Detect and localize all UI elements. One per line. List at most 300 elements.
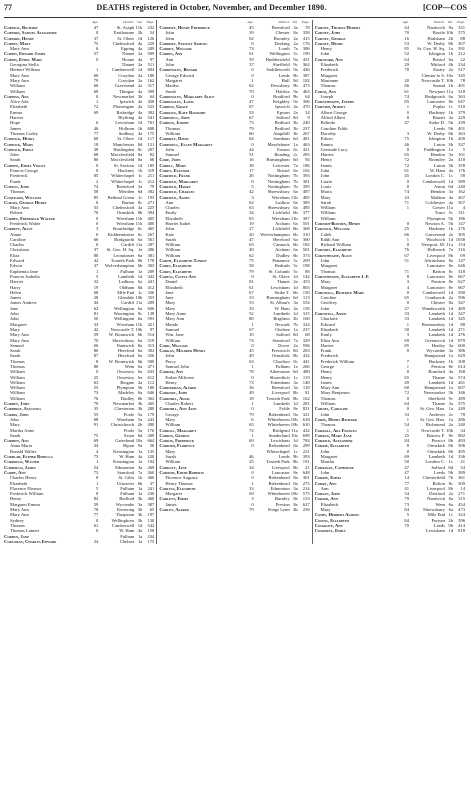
entry-district: Edmonton — [270, 485, 290, 491]
entry-district: Liverpool — [271, 390, 290, 396]
entry-page: 317 — [147, 83, 155, 89]
entry-volume: 6a — [293, 168, 298, 174]
entry-age: 28 — [93, 295, 99, 301]
entry-volume: 11b — [290, 194, 298, 200]
entry-age: 77 — [93, 512, 99, 518]
entry-age: 68 — [93, 289, 99, 295]
entry-district: Hampstead — [424, 385, 445, 391]
entry-age: 0 — [96, 528, 99, 534]
entry-page: 142 — [302, 273, 310, 279]
entry-district: Nantwich — [427, 25, 445, 30]
entry-district: Stourbridge — [112, 226, 135, 232]
entry-volume: 6d — [137, 432, 143, 438]
entry-district: Luton — [434, 141, 445, 147]
entry-district: Lambeth — [428, 316, 445, 322]
entry-volume: 6b — [137, 358, 143, 364]
entry-age: 87 — [93, 353, 99, 359]
entry-district: Thrapston — [115, 512, 135, 518]
entry-page: 315 — [302, 311, 310, 317]
entry-age: 0 — [406, 395, 409, 401]
entry-volume: 10b — [446, 427, 453, 433]
entry-age: 36 — [249, 385, 254, 391]
entry-page: 9 — [307, 115, 310, 121]
entry-age: 5 — [96, 485, 99, 491]
entry-volume: 1d — [448, 379, 453, 385]
entry-page: 460 — [147, 475, 155, 481]
entry-age: 59 — [93, 501, 99, 507]
entry-district: Plympton — [427, 215, 445, 221]
entry-page: 604 — [147, 67, 155, 73]
entry-page: 79 — [149, 183, 155, 189]
entry-volume: 9c — [293, 62, 298, 68]
entry-name: Thomas Codey — [10, 130, 38, 136]
entry-volume: 4a — [137, 40, 143, 46]
entry-volume: 8a — [293, 411, 298, 417]
entry-age: 47 — [93, 25, 99, 30]
surname-range: [COP—COS — [423, 3, 467, 12]
entry-district: Ormskirk — [116, 210, 135, 216]
entry-name: Thomas — [320, 83, 336, 89]
entry-volume: 8a — [137, 342, 143, 348]
entry-page: 209 — [302, 258, 310, 264]
entry-volume: 4b — [293, 507, 298, 513]
entry-district: Hereford — [117, 348, 135, 354]
entry-age: 32 — [93, 279, 99, 285]
entry-page: 175 — [147, 130, 155, 136]
entry-page: 487 — [302, 189, 310, 195]
entry-name: Corkery, John — [159, 390, 188, 396]
entry-name: Maria — [320, 189, 332, 195]
entry-name: John — [10, 316, 19, 322]
entry-district: Oswestry — [116, 369, 135, 375]
entry-volume: 1d — [448, 316, 453, 322]
entry-name: Corley, Alfred — [159, 507, 189, 513]
entry-name: Belinda — [320, 120, 335, 126]
entry-district: Poole — [123, 411, 135, 417]
entry-name: Coppock, Emily — [4, 146, 34, 152]
entry-page: 34 — [305, 109, 310, 115]
entry-volume: 6b — [293, 226, 298, 232]
entry-name: Cornwell, Annie — [314, 311, 347, 317]
entry-district: Redruth — [274, 263, 290, 269]
entry-name: Sarah — [10, 348, 21, 354]
entry-district: Birmingham — [266, 157, 290, 163]
entry-volume: 1d — [137, 67, 143, 73]
entry-district: Sudbury — [118, 130, 135, 136]
entry-volume: 1c — [293, 448, 298, 454]
entry-district: Lewisham — [270, 284, 290, 290]
entry-page: 307 — [458, 40, 465, 46]
entry-page: 88 — [460, 321, 465, 327]
entry-age: 80 — [93, 364, 99, 369]
entry-name: Mary Benjamin — [320, 390, 350, 396]
entry-district: W. Ham — [119, 528, 135, 534]
entry-page: 265 — [147, 401, 155, 407]
entry-volume: 6a — [137, 252, 143, 258]
entry-volume: 1a — [448, 406, 453, 412]
entry-volume: 7b — [448, 475, 453, 481]
entry-volume: 9b — [293, 72, 298, 78]
entry-district: Newcastle T. — [421, 77, 445, 83]
entry-volume: 3b — [137, 406, 143, 412]
entry-volume: 1a — [137, 268, 143, 274]
entry-district: Sheffield — [428, 395, 445, 401]
entry-volume: 1d — [293, 438, 298, 444]
entry-volume: 1c — [448, 173, 453, 179]
entry-volume: 10a — [135, 438, 143, 444]
entry-name: Emily — [165, 210, 177, 216]
entry-age: 1 — [251, 480, 254, 486]
entry-district: Hampstead — [424, 353, 445, 359]
entry-district: Brentford — [116, 183, 135, 189]
entry-volume: 2b — [448, 35, 453, 41]
entry-name: Mary Ann — [10, 337, 29, 343]
entry-age: 38 — [93, 146, 99, 152]
entry-page: 289 — [458, 395, 465, 401]
entry-age: 80 — [93, 348, 99, 354]
entry-age: 61 — [404, 168, 409, 174]
entry-volume: 8e — [293, 501, 298, 507]
entry-age: 0 — [251, 67, 254, 73]
entry-volume: 11b — [135, 25, 143, 30]
entry-name: Cosby, Herbert Alfred — [314, 512, 359, 518]
entry-district: Toxteth Park — [266, 395, 290, 401]
entry-page: 368 — [302, 226, 310, 232]
entry-page: 267 — [458, 194, 465, 200]
entry-page: 185 — [147, 162, 155, 168]
entry-page: 234 — [458, 62, 465, 68]
entry-volume: 8c — [137, 146, 143, 152]
entry-district: Bridgend — [272, 427, 290, 433]
entry-volume: 6d — [293, 157, 298, 163]
register-entry — [159, 507, 309, 512]
entry-volume: 8a — [293, 443, 298, 449]
entry-name: John — [165, 353, 175, 359]
entry-district: Birkenhead — [268, 443, 290, 449]
entry-volume: 8a — [293, 475, 298, 481]
entry-volume: 6a — [448, 56, 453, 62]
entry-name: William — [320, 215, 336, 221]
entry-name: Corless, Elizabeth — [159, 485, 196, 491]
entry-page: 519 — [147, 337, 155, 343]
entry-district: Chelsea — [275, 326, 290, 332]
entry-name: Kate — [165, 231, 174, 237]
entry-page: 506 — [458, 443, 465, 449]
entry-page: 221 — [302, 448, 310, 454]
entry-district: Risbridge — [116, 109, 135, 115]
entry-district: Ampthill — [273, 130, 290, 136]
entry-name: George Edward — [165, 72, 195, 78]
entry-name: Coram, George Henry — [4, 199, 47, 205]
entry-name: Margaret — [165, 491, 183, 497]
entry-volume: 1c — [448, 104, 453, 110]
entry-name: Charles Henry — [10, 475, 37, 481]
entry-name: Corfield, Frank — [159, 173, 191, 179]
entry-name: Sarah — [10, 157, 21, 163]
entry-district: Newcastle T. — [110, 326, 135, 332]
entry-name: Coppins, Emma Violet — [4, 162, 46, 168]
entry-page: 113 — [302, 295, 310, 301]
entry-district: Gravesend — [114, 83, 135, 89]
entry-age: 64 — [249, 136, 254, 142]
entry-district: Toxteth Park — [266, 459, 290, 465]
entry-name: Margaret — [320, 454, 338, 460]
entry-district: W. Bromwich — [108, 358, 135, 364]
entry-volume: 4a — [137, 528, 143, 534]
entry-name: William — [165, 130, 181, 136]
entry-page: 220 — [147, 454, 155, 460]
entry-age: 0 — [251, 141, 254, 147]
entry-district: Lambeth — [428, 454, 445, 460]
entry-page: 501 — [302, 247, 310, 253]
entry-district: Bridgnorth — [424, 93, 445, 99]
entry-district: Barton — [121, 199, 135, 205]
entry-page: 331 — [458, 25, 465, 30]
entry-district: Toxteth Park — [110, 258, 135, 264]
entry-volume: 8b — [293, 395, 298, 401]
entry-district: Gravesend — [425, 231, 445, 237]
entry-name: Daniel — [165, 279, 178, 285]
entry-volume: 8a — [293, 480, 298, 486]
entry-volume: 8b — [448, 40, 453, 46]
entry-volume: 9a — [293, 88, 298, 94]
entry-name: Harriet — [10, 115, 24, 121]
entry-name: Charles Robert — [165, 401, 194, 407]
entry-volume: 1a — [137, 247, 143, 253]
entry-volume: 1a — [137, 533, 143, 539]
entry-page: 276 — [458, 226, 465, 232]
entry-district: Nottingham — [267, 173, 290, 179]
entry-age: 0 — [406, 178, 409, 184]
entry-district: Blything — [118, 115, 135, 121]
entry-page: 818 — [458, 528, 465, 534]
entry-volume: 2a — [137, 62, 143, 68]
entry-name: Cordwell, Ellen Margaret — [159, 141, 213, 147]
entry-page: 480 — [302, 369, 310, 375]
entry-page: 318 — [458, 88, 465, 94]
entry-age: 8 — [406, 443, 409, 449]
entry-name: Cornthwaite, Elizabeth J. F. — [314, 273, 370, 279]
entry-volume: 5b — [448, 120, 453, 126]
heading-district: District. — [278, 20, 290, 24]
entry-page: 243 — [147, 416, 155, 422]
entry-name: Mary Anne — [165, 311, 187, 317]
entry-volume: 1c — [137, 178, 143, 184]
entry-volume: 5b — [448, 215, 453, 221]
entry-volume: 3b — [137, 517, 143, 523]
entry-age: 52 — [249, 311, 254, 317]
entry-volume: 1d — [448, 311, 453, 317]
entry-district: Meriden — [118, 189, 135, 195]
entry-name: Coppock, Mary — [4, 141, 34, 147]
entry-volume: 7b — [293, 321, 298, 327]
entry-name: Coring, Cicely Ann — [159, 273, 197, 279]
entry-age: 0 — [251, 93, 254, 99]
entry-district: Stamford — [117, 469, 135, 475]
entry-page: 563 — [458, 93, 465, 99]
entry-page: 269 — [147, 464, 155, 470]
entry-name: Edwin — [320, 136, 333, 142]
entry-page: 362 — [302, 62, 310, 68]
entry-volume: 1d — [448, 321, 453, 327]
entry-district: Lancaster — [427, 284, 445, 290]
entry-page: 54 — [149, 30, 155, 36]
entry-name: Mary — [320, 279, 331, 285]
entry-volume: 4a — [137, 56, 143, 62]
entry-volume: 4a — [137, 46, 143, 52]
entry-page: 299 — [302, 443, 310, 449]
entry-age: 33 — [93, 321, 99, 327]
entry-page: 176 — [302, 40, 310, 46]
entry-district: Chester — [430, 300, 445, 306]
entry-page: 158 — [302, 305, 310, 311]
entry-district: Chelmsford — [112, 40, 135, 46]
entry-volume: 6a — [137, 316, 143, 322]
entry-name: Henry Thomas — [165, 480, 193, 486]
entry-page: 306 — [302, 99, 310, 105]
entry-age: 84 — [404, 507, 409, 513]
entry-name: Corkerman, Alfred — [159, 385, 197, 391]
entry-page: 347 — [458, 311, 465, 317]
entry-district: Shrewsbury — [267, 205, 290, 211]
entry-name: William — [165, 459, 181, 465]
entry-page: 197 — [147, 512, 155, 518]
entry-age: 71 — [404, 268, 409, 274]
entry-age: 44 — [249, 146, 254, 152]
entry-name: Corrie, Elizabeth — [314, 443, 349, 449]
entry-district: Marylebone — [267, 141, 290, 147]
entry-age: 25 — [404, 226, 409, 232]
entry-volume: 6a — [293, 247, 298, 253]
entry-district: Woolwich — [426, 236, 445, 242]
entry-page: 309 — [458, 480, 465, 486]
entry-age: 70 — [93, 401, 99, 407]
entry-page: 241 — [147, 485, 155, 491]
entry-page: 276 — [458, 332, 465, 338]
entry-name: Cornthwaite, Alice — [314, 252, 352, 258]
entry-volume: 6b — [293, 242, 298, 248]
entry-page: 229 — [147, 40, 155, 46]
entry-age: 74 — [93, 183, 99, 189]
entry-page: 510 — [458, 104, 465, 110]
entry-page: 310 — [302, 231, 310, 237]
entry-name: Louis — [320, 183, 332, 189]
entry-age: 44 — [404, 25, 409, 30]
entry-district: Bethnal Green — [107, 194, 135, 200]
entry-age: 47 — [404, 120, 409, 126]
entry-volume: 5c — [293, 268, 298, 274]
entry-age: 37 — [93, 247, 99, 253]
entry-volume: 5b — [137, 385, 143, 391]
entry-age: 1 — [96, 268, 99, 274]
entry-name: Corkhill, Adam — [159, 395, 190, 401]
entry-name: John — [320, 448, 330, 454]
entry-name: Mary Ann — [10, 72, 29, 78]
entry-district: Gower — [432, 205, 445, 211]
entry-district: Liverpool — [271, 464, 290, 470]
entry-district: Kettering — [116, 507, 135, 513]
entry-name: Frederick — [10, 173, 28, 179]
entry-district: St. Columb — [268, 268, 290, 274]
entry-volume: 6a — [137, 364, 143, 369]
entry-age: 63 — [249, 242, 254, 248]
entry-volume: 5a — [137, 411, 143, 417]
entry-volume: 3a — [137, 501, 143, 507]
entry-age: 62 — [249, 35, 254, 41]
entry-name: Mary — [165, 416, 176, 422]
entry-name: Corbould, Walter — [4, 459, 40, 465]
entry-page: 88 — [460, 35, 465, 41]
heading-age: Age. — [247, 20, 254, 24]
entry-page: 280 — [147, 406, 155, 412]
entry-district: Bristol — [277, 168, 290, 174]
entry-age: 0 — [251, 342, 254, 348]
entry-name: Margaret — [165, 77, 183, 83]
entry-page: 41 — [460, 459, 465, 465]
entry-volume: 8b — [448, 448, 453, 454]
entry-name: Caleb — [320, 231, 332, 237]
entry-page: 315 — [458, 496, 465, 502]
entry-volume: 10b — [446, 77, 453, 83]
entry-volume: 3b — [293, 130, 298, 136]
entry-volume: 7b — [293, 183, 298, 189]
entry-age: 5 — [406, 512, 409, 518]
entry-page: 260 — [147, 469, 155, 475]
entry-age: 1 — [406, 104, 409, 110]
entry-name: Ann — [320, 485, 329, 491]
entry-name: Coppin, Edward James — [4, 51, 46, 57]
entry-volume: 10b — [290, 491, 298, 497]
entry-volume: 2a — [137, 83, 143, 89]
entry-page: 607 — [458, 385, 465, 391]
entry-volume: 6b — [293, 231, 298, 237]
entry-age: 19 — [249, 220, 254, 226]
entry-page: 465 — [147, 226, 155, 232]
entry-age: 0 — [96, 475, 99, 481]
entry-page: 261 — [458, 379, 465, 385]
entry-page: 199 — [302, 51, 310, 57]
entry-name: Elizabeth — [10, 104, 28, 110]
entry-district: W. Bromwich — [108, 332, 135, 338]
entry-age: 0 — [96, 30, 99, 36]
entry-age: 1 — [406, 205, 409, 211]
entry-page: 102 — [302, 168, 310, 174]
entry-page: 463 — [302, 141, 310, 147]
entry-name: Frederick — [320, 353, 339, 359]
entry-district: Nantwich — [116, 342, 135, 348]
entry-age: 3 — [406, 279, 409, 285]
entry-page: 232 — [147, 25, 155, 30]
entry-volume: 4a — [293, 104, 298, 110]
entry-volume: 9a — [137, 443, 143, 449]
entry-name: Corey, Eleanor — [159, 168, 190, 174]
entry-age: 1 — [96, 99, 99, 105]
entry-name: John — [165, 30, 175, 36]
entry-page: 329 — [302, 337, 310, 343]
entry-age: 76 — [93, 395, 99, 401]
entry-age: 65 — [404, 374, 409, 380]
entry-page: 118 — [302, 385, 310, 391]
entry-age: 49 — [249, 247, 254, 253]
entry-age: 25 — [93, 374, 99, 380]
entry-volume: 8b — [137, 258, 143, 264]
entry-age: 0 — [251, 178, 254, 184]
entry-name: Cornish-Bowden, Henry — [314, 220, 361, 226]
entry-district: Bedford — [274, 125, 290, 131]
entry-age: 20 — [404, 77, 409, 83]
entry-age: 6 — [251, 416, 254, 422]
entry-volume: 2a — [448, 231, 453, 237]
